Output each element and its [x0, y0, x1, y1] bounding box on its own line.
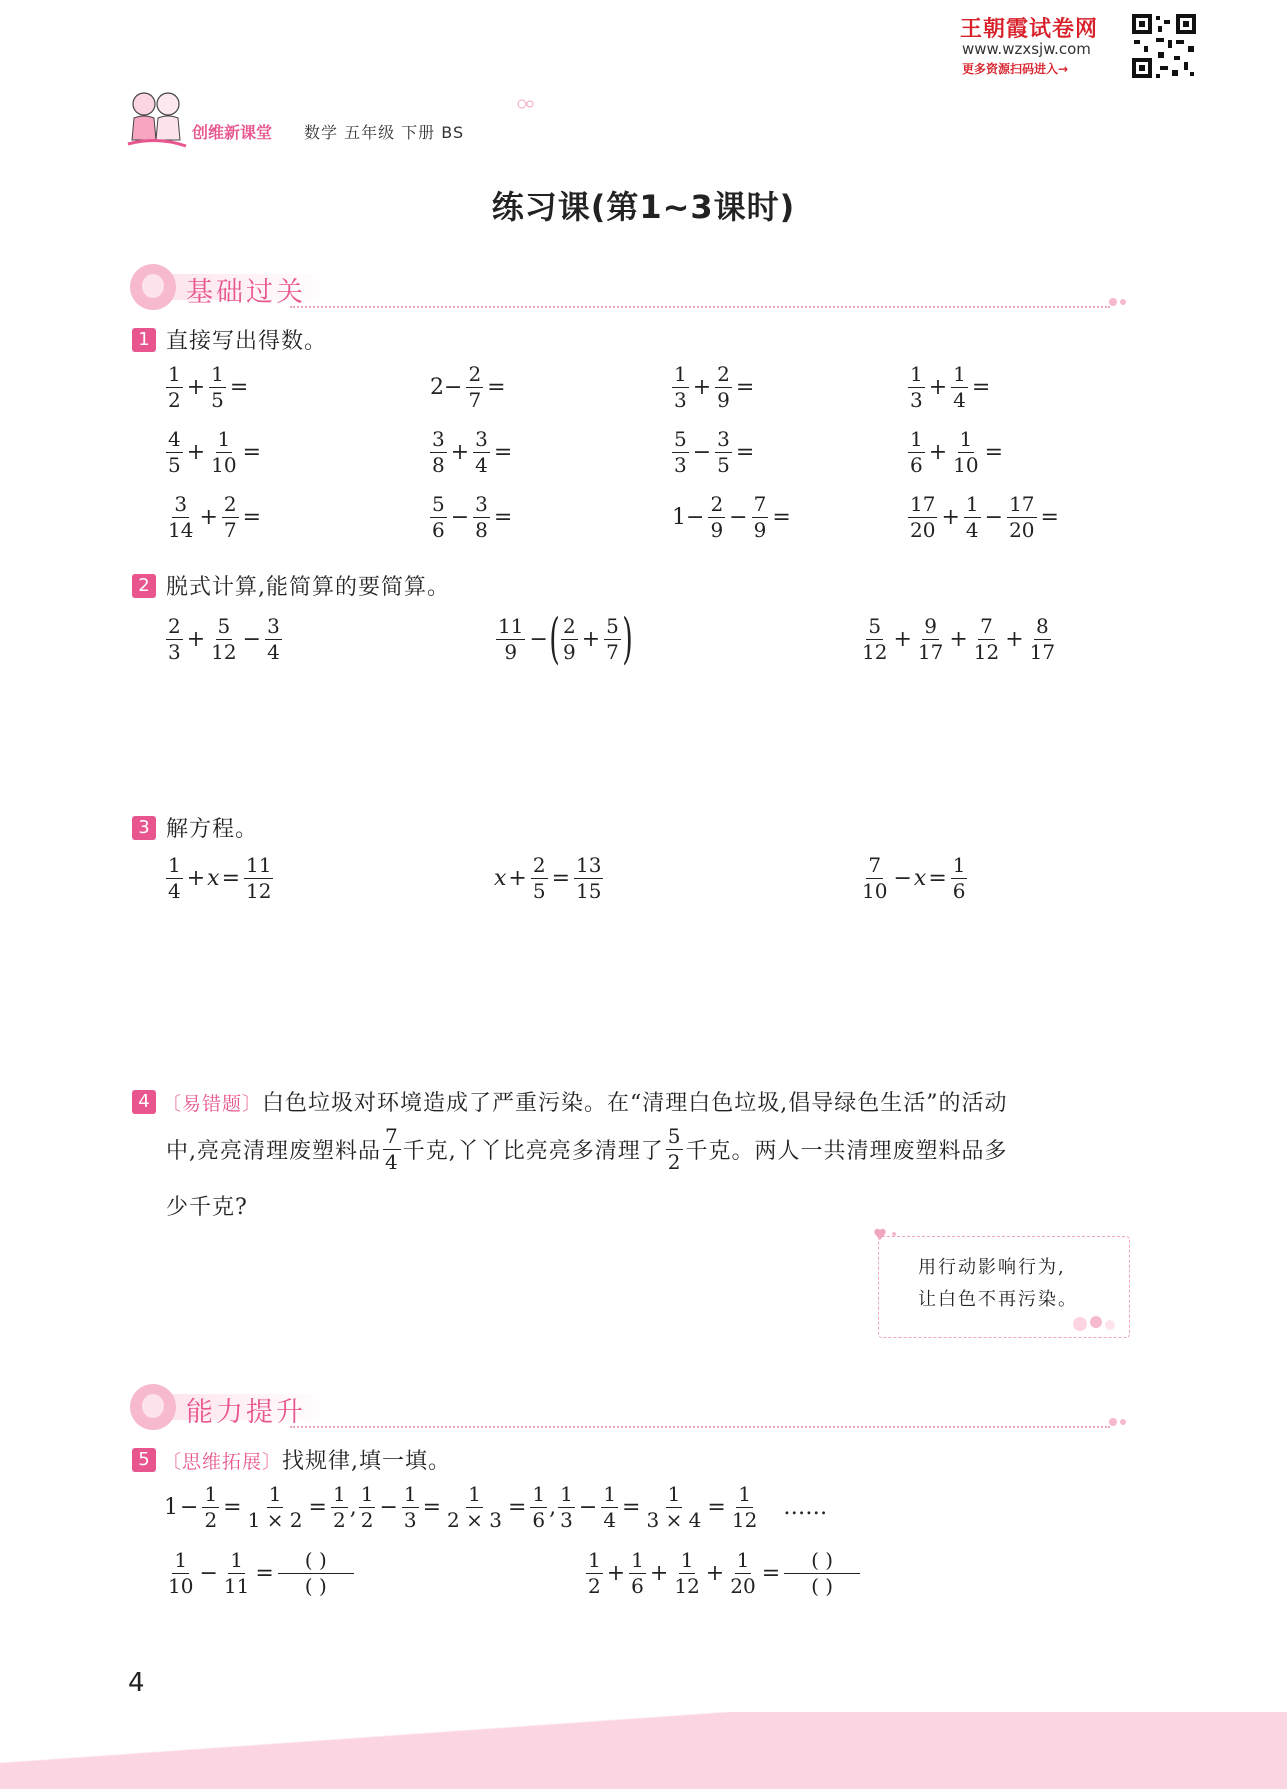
answer-blank-2[interactable]: ( ) ( ): [784, 1550, 860, 1597]
question-5-text: 〔思维拓展〕找规律,填一填。: [162, 1449, 452, 1474]
section-divider: [290, 306, 1110, 308]
answer-blank-1[interactable]: ( ) ( ): [278, 1550, 354, 1597]
watermark-more: 更多资源扫码进入→: [962, 62, 1069, 76]
series-name: 创维新课堂: [192, 123, 273, 142]
q3-equation-2: x + $\frac{2}{5}$ = $\frac{13}{15}$: [494, 853, 602, 903]
q1-item-8: 1 6 + $\frac{1}{10}$ =: [910, 427, 1004, 477]
question-number-4: 4: [132, 1090, 156, 1114]
q5-fill-2: 1 2 + $\frac{1}{6}$ + $\frac{1}{12}$ + $\frac{1}{20}$ = ( ) ( ): [584, 1550, 862, 1597]
q1-item-4: 1 3 + $\frac{1}{4}$ =: [910, 362, 991, 412]
page-number: 4: [128, 1668, 145, 1698]
tip-line-1: 用行动影响行为,: [918, 1257, 1066, 1278]
dots-icon: [1108, 1416, 1130, 1428]
question-4-line-3: 少千克?: [166, 1195, 248, 1220]
q2-expression-1: 2 3 + $\frac{5}{12}$ − $\frac{3}{4}$: [168, 614, 280, 664]
q1-item-9: 3 14 + $\frac{2}{7}$ =: [168, 492, 262, 542]
q5-fill-1: 1 10 − $\frac{1}{11}$ = ( ) ( ): [164, 1550, 356, 1597]
tip-text: [918, 1252, 1078, 1316]
section-badge-icon: [130, 1384, 176, 1430]
page-title: 练习课(第1~3课时): [491, 188, 796, 226]
question-number-3: 3: [132, 816, 156, 840]
q1-item-11: 1− $\frac{2}{9}$ − $\frac{7}{9}$ =: [672, 492, 791, 542]
section-badge-icon: [130, 264, 176, 310]
question-4-tag: 〔易错题〕: [162, 1093, 263, 1115]
question-number-5: 5: [132, 1448, 156, 1472]
tip-line-2: 让白色不再污染。: [918, 1289, 1078, 1310]
q1-item-7: 5 3 − $\frac{3}{5}$ =: [674, 427, 755, 477]
q3-equation-1: 1 4 + x = $\frac{11}{12}$: [168, 853, 272, 903]
q2-expression-2: 11 9 − ( 2 9 + $\frac{5}{7}$ ): [498, 607, 633, 670]
question-4-line-2: 中,亮亮清理废塑料品 7 4 千克,丫丫比亮亮多清理了 5 2 千克。两人一共清理废塑料品多: [166, 1124, 1008, 1174]
q1-item-3: 1 3 + $\frac{2}{9}$ =: [674, 362, 755, 412]
section-title-advanced: 能力提升: [186, 1397, 306, 1428]
qr-code-icon[interactable]: [1130, 12, 1198, 80]
watermark-title: 王朝霞试卷网: [960, 17, 1099, 42]
section-divider: [290, 1426, 1110, 1428]
q3-equation-3: 7 10 − x = $\frac{1}{6}$: [862, 853, 966, 903]
q1-item-10: 5 6 − $\frac{3}{8}$ =: [432, 492, 513, 542]
q1-item-12: 17 20 + $\frac{1}{4}$ − $\frac{17}{20}$ =: [910, 492, 1059, 542]
q1-item-2: 2− $\frac{2}{7}$ =: [430, 362, 506, 412]
question-5-tag: 〔思维拓展〕: [162, 1451, 283, 1473]
book-info: 数学 五年级 下册 BS: [304, 123, 465, 142]
section-title-basic: 基础过关: [186, 277, 306, 308]
flower-icon: [516, 96, 536, 112]
question-number-1: 1: [132, 328, 156, 352]
q5-pattern: 1 − $\frac{1}{2}$ = $\frac{1}{1 \times 2}$ = $\frac{1}{2}$ , 1 2 − $\frac{1}{3}$ = $\frac{1}{2 \times 3}$ = $\frac{1}{6}$ , 1 3 − $\frac{1}{4}$ = $\frac{1}{3 \times 4}$ = $\frac{1}{12}$ ……: [164, 1482, 828, 1532]
dots-icon: [1108, 296, 1130, 308]
q1-item-1: 1 2 + $\frac{1}{5}$ =: [168, 362, 249, 412]
q2-expression-3: 5 12 + $\frac{9}{17}$ + $\frac{7}{12}$ + $\frac{8}{17}$: [862, 614, 1056, 664]
heart-icon: [872, 1226, 908, 1244]
question-2-text: 脱式计算,能简算的要简算。: [166, 575, 450, 600]
watermark-url[interactable]: www.wzxsjw.com: [962, 40, 1091, 58]
question-number-2: 2: [132, 574, 156, 598]
question-4-line-1: 〔易错题〕白色垃圾对环境造成了严重污染。在“清理白色垃圾,倡导绿色生活”的活动: [162, 1091, 1008, 1116]
footer-band: [0, 1712, 1287, 1789]
q1-item-6: 3 8 + $\frac{3}{4}$ =: [432, 427, 513, 477]
question-1-text: 直接写出得数。: [166, 329, 328, 354]
kids-mascot-icon: [124, 88, 190, 152]
q1-item-5: 4 5 + $\frac{1}{10}$ =: [168, 427, 262, 477]
question-3-text: 解方程。: [166, 817, 259, 842]
